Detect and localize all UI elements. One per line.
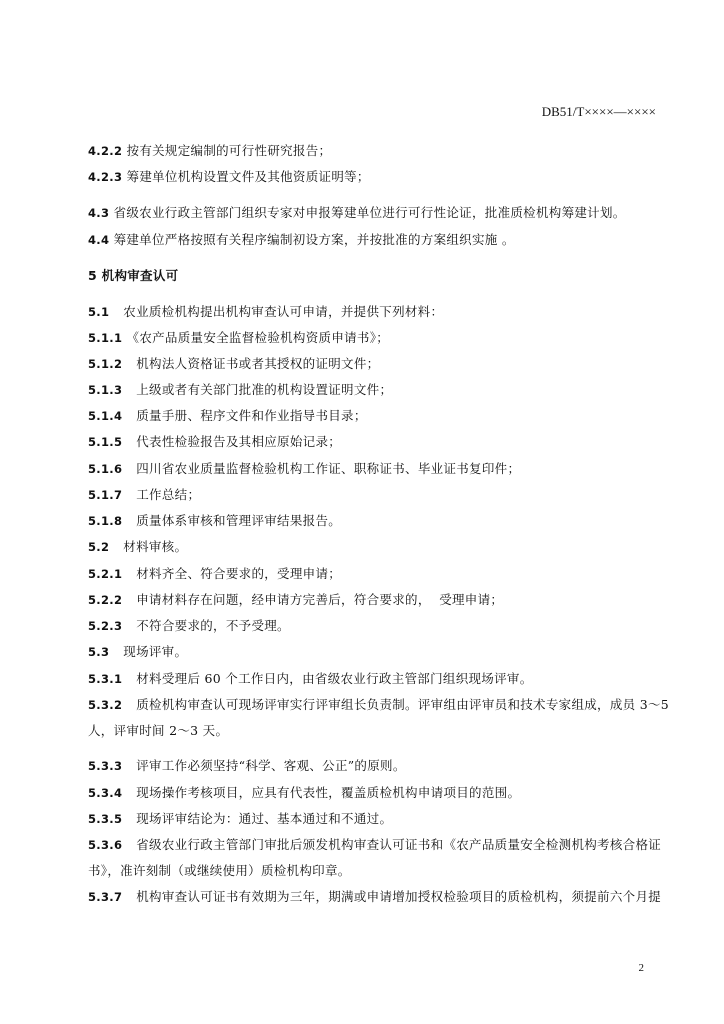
clause-number: 5.3.7 [88,890,123,904]
clause-text: 申请材料存在问题，经申请方完善后，符合要求的， 受理申请； [136,592,504,607]
clause-text: 机构审查认可证书有效期为三年，期满或申请增加授权检验项目的质检机构，须提前六个月提 [136,889,662,904]
clause-4-2-2 [88,143,648,159]
clause-text: 质量体系审核和管理评审结果报告。 [136,513,342,528]
clause-text: 工作总结； [136,487,201,502]
clause-5-1-4 [88,408,648,424]
clause-number: 5.3.6 [88,838,123,852]
clause-number: 4.2.3 [88,170,123,184]
clause-5-1-8 [88,513,648,529]
clause-5-3-2-continuation: 人，评审时间 2～3 天。 [88,723,229,738]
clause-number: 5.2.3 [88,619,123,633]
clause-text: 省级农业行政主管部门审批后颁发机构审查认可证书和《农产品质量安全检测机构考核合格证 [136,837,662,852]
clause-text: 农业质检机构提出机构审查认可申请，并提供下列材料： [123,304,444,319]
clause-5-3-2 [88,697,670,713]
clause-text: 评审工作必须坚持“科学、客观、公正”的原则。 [136,758,406,773]
clause-text: 不符合要求的，不予受理。 [136,618,290,633]
clause-5-3-7 [88,889,662,905]
clause-text: 筹建单位机构设置文件及其他资质证明等； [126,169,370,184]
clause-number: 5.3.3 [88,759,123,773]
clause-text: 四川省农业质量监督检验机构工作证、职称证书、毕业证书复印件； [136,461,521,476]
clause-5-2-3 [88,618,648,634]
clause-text: 现场操作考核项目，应具有代表性，覆盖质检机构申请项目的范围。 [136,785,521,800]
clause-5-3-5 [88,811,648,827]
clause-5-3-4 [88,785,648,801]
clause-text: 现场评审结论为：通过、基本通过和不通过。 [136,811,393,826]
clause-number: 5.1.7 [88,488,123,502]
clause-number: 5.3.5 [88,812,123,826]
page-number: 2 [638,962,644,974]
clause-number: 5.3.4 [88,786,123,800]
clause-number: 5.1.5 [88,435,123,449]
clause-5-2 [88,539,648,555]
clause-text: 质检机构审查认可现场评审实行评审组长负责制。评审组由评审员和技术专家组成，成员 3～5 [136,697,670,712]
clause-text: 《农产品质量安全监督检验机构资质申请书》； [126,330,390,345]
clause-text: 省级农业行政主管部门组织专家对申报筹建单位进行可行性论证，批准质检机构筹建计划。 [113,205,626,220]
clause-5-3-6 [88,837,662,853]
clause-5-1-7 [88,487,648,503]
clause-text: 材料受理后 60 个工作日内，由省级农业行政主管部门组织现场评审。 [136,671,533,686]
clause-number: 5.1.4 [88,409,123,423]
clause-number: 5.3.2 [88,698,123,712]
clause-text: 质量手册、程序文件和作业指导书目录； [136,408,367,423]
clause-number: 5.1.1 [88,331,123,345]
clause-number: 5.1.2 [88,357,123,371]
section-number: 5 [88,268,97,283]
clause-number: 5.1.6 [88,462,123,476]
clause-5-3-1 [88,671,648,687]
clause-5-1-3 [88,382,648,398]
document-code: DB51/T××××—×××× [541,104,656,119]
clause-5-1 [88,304,648,320]
clause-5-1-6 [88,461,648,477]
clause-number: 5.2.1 [88,567,123,581]
clause-text: 材料齐全、符合要求的，受理申请； [136,566,342,581]
clause-4-3 [88,205,648,221]
clause-number: 5.1 [88,305,110,319]
clause-text: 筹建单位严格按照有关程序编制初设方案，并按批准的方案组织实施 。 [113,232,515,247]
clause-5-2-2 [88,592,648,608]
clause-5-1-1 [88,330,648,346]
clause-number: 5.3.1 [88,672,123,686]
clause-text: 按有关规定编制的可行性研究报告； [126,143,332,158]
clause-number: 5.2.2 [88,593,123,607]
clause-5-3 [88,644,648,660]
clause-text: 代表性检验报告及其相应原始记录； [136,434,342,449]
clause-number: 5.3 [88,645,110,659]
clause-text: 材料审核。 [123,539,188,554]
clause-number: 4.3 [88,206,110,220]
clause-5-1-2 [88,356,648,372]
clause-text: 机构法人资格证书或者其授权的证明文件； [136,356,380,371]
section-title: 机构审查认可 [101,268,179,283]
clause-number: 5.1.3 [88,383,123,397]
clause-5-3-6-continuation: 书》，准许刻制（或继续使用）质检机构印章。 [88,863,351,878]
clause-4-4 [88,232,648,248]
clause-4-2-3 [88,169,648,185]
clause-5-3-3 [88,758,648,774]
clause-number: 4.2.2 [88,144,123,158]
clause-text: 现场评审。 [123,644,188,659]
clause-5-1-5 [88,434,648,450]
section-5-heading [88,268,648,284]
clause-number: 5.2 [88,540,110,554]
clause-text: 上级或者有关部门批准的机构设置证明文件； [136,382,393,397]
clause-number: 4.4 [88,233,110,247]
clause-5-2-1 [88,566,648,582]
clause-number: 5.1.8 [88,514,123,528]
